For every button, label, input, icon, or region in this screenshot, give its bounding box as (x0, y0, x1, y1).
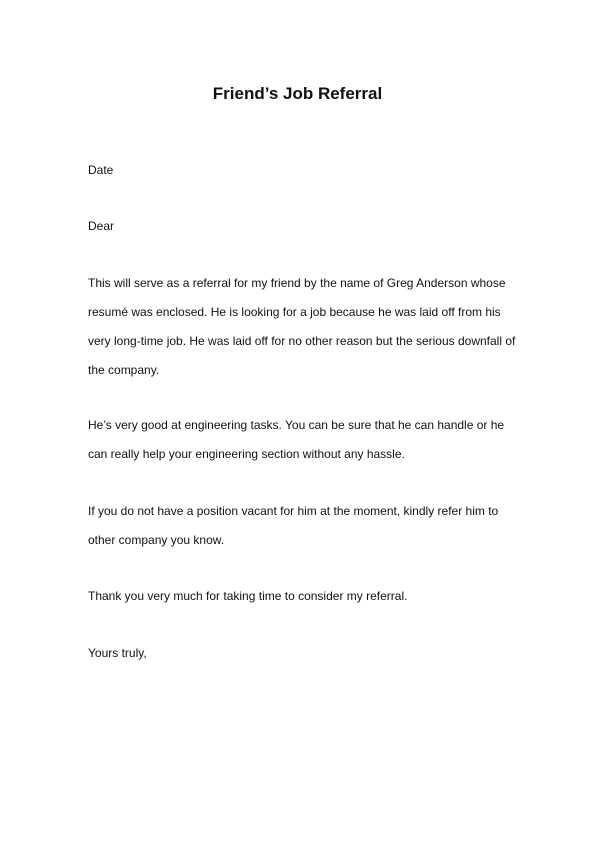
text-line: This will serve as a referral for my friend by the name of Greg Anderson whose (88, 276, 506, 290)
paragraph-skills (88, 411, 518, 469)
text-line: the company. (88, 363, 160, 377)
closing: Yours truly, (88, 646, 147, 660)
text-line: Thank you very much for taking time to consider my referral. (88, 589, 408, 603)
text-line: very long-time job. He was laid off for no other reason but the serious downfall of (88, 334, 516, 348)
date-label: Date (88, 163, 114, 177)
text-line: If you do not have a position vacant for him at the moment, kindly refer him to (88, 504, 499, 518)
paragraph-request (88, 497, 518, 555)
text-line: He’s very good at engineering tasks. You can be sure that he can handle or he (88, 418, 505, 432)
paragraph-thanks (88, 582, 518, 611)
document-title: Friend’s Job Referral (212, 84, 383, 103)
paragraph-referral-intro (88, 269, 518, 385)
text-line: can really help your engineering section without any hassle. (88, 447, 405, 461)
text-line: other company you know. (88, 533, 225, 547)
salutation: Dear (88, 219, 115, 233)
text-line: resumé was enclosed. He is looking for a job because he was laid off from his (88, 305, 501, 319)
